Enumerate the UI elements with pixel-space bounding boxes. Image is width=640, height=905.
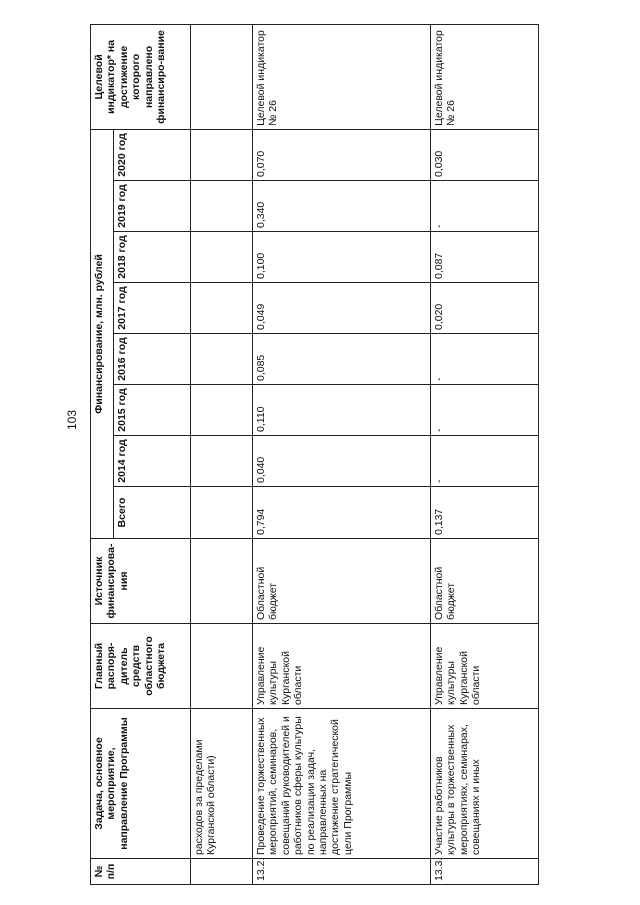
cell-year — [191, 436, 253, 487]
header-financing-group: Финансирование, млн. рублей — [91, 129, 114, 538]
cell-source: Областной бюджет — [431, 539, 539, 624]
header-total: Всего — [114, 487, 191, 539]
cell-source: Областной бюджет — [253, 539, 431, 624]
cell-num: 13.3. — [431, 859, 539, 885]
header-year: 2016 год — [114, 334, 191, 385]
cell-year: - — [431, 385, 539, 436]
cell-year — [191, 334, 253, 385]
header-year: 2020 год — [114, 129, 191, 180]
cell-source — [191, 539, 253, 624]
header-task: Задача, основное мероприятие, направление Программы — [91, 709, 191, 859]
cell-year: - — [431, 334, 539, 385]
header-target: Целевой индикатор* на достижение которого направлено финансиро-вание — [91, 24, 191, 129]
cell-year: 0,030 — [431, 129, 539, 180]
cell-target — [191, 24, 253, 129]
table-row — [191, 24, 253, 884]
cell-year: 0,085 — [253, 334, 431, 385]
cell-year — [191, 181, 253, 232]
cell-year — [191, 385, 253, 436]
cell-year: - — [431, 181, 539, 232]
cell-year — [191, 129, 253, 180]
cell-total — [191, 487, 253, 539]
cell-total: 0,794 — [253, 487, 431, 539]
cell-num — [191, 859, 253, 885]
cell-year: 0,040 — [253, 436, 431, 487]
cell-target: Целевой индикатор № 26 — [253, 24, 431, 129]
cell-year: 0,020 — [431, 283, 539, 334]
rotated-table-wrapper — [90, 25, 620, 885]
cell-year: 0,100 — [253, 232, 431, 283]
header-year: 2015 год — [114, 385, 191, 436]
cell-year: 0,070 — [253, 129, 431, 180]
cell-year: 0,340 — [253, 181, 431, 232]
table-row — [253, 24, 431, 884]
header-row-1 — [91, 24, 114, 884]
header-year: 2014 год — [114, 436, 191, 487]
header-num: № п/п — [91, 859, 191, 885]
cell-year — [191, 232, 253, 283]
table-row — [431, 24, 539, 884]
cell-task: расходов за пределами Курганской области) — [191, 709, 253, 859]
cell-manager: Управление культуры Курганской области — [431, 624, 539, 709]
header-source: Источник финансирова-ния — [91, 539, 191, 624]
header-year: 2019 год — [114, 181, 191, 232]
cell-year: 0,110 — [253, 385, 431, 436]
cell-task: Проведение торжественных мероприятий, семинаров, совещаний руководителей и работников сферы культуры по реализации задач, направленных на достижение стратегической цели Программы — [253, 709, 431, 859]
financing-table — [90, 24, 539, 885]
header-year: 2017 год — [114, 283, 191, 334]
cell-year: 0,087 — [431, 232, 539, 283]
header-manager: Главный распоря-дитель средств областного бюджета — [91, 624, 191, 709]
page-number: 103 — [65, 409, 79, 430]
cell-target: Целевой индикатор № 26 — [431, 24, 539, 129]
cell-year: 0,049 — [253, 283, 431, 334]
cell-task: Участие работников культуры в торжественных мероприятиях, семинарах, совещаниях и иных — [431, 709, 539, 859]
cell-manager: Управление культуры Курганской области — [253, 624, 431, 709]
cell-manager — [191, 624, 253, 709]
cell-total: 0,137 — [431, 487, 539, 539]
cell-year: - — [431, 436, 539, 487]
cell-year — [191, 283, 253, 334]
cell-num: 13.2. — [253, 859, 431, 885]
header-year: 2018 год — [114, 232, 191, 283]
